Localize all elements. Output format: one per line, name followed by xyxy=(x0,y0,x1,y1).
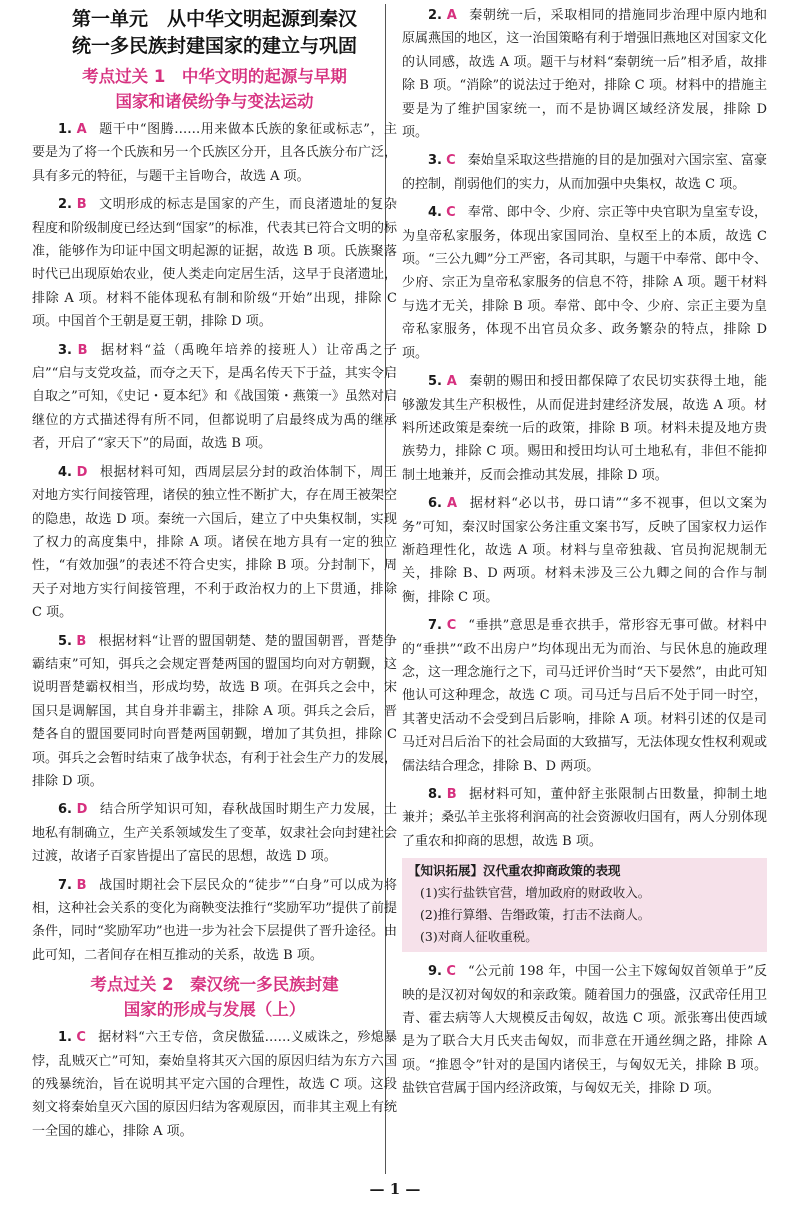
answer-item xyxy=(402,149,767,196)
section-2-answers-right-b xyxy=(402,960,767,1100)
answer-choice: C xyxy=(446,153,456,169)
section-2-title-line-1: 考点过关 2 秦汉统一多民族封建 xyxy=(90,975,339,995)
answer-item xyxy=(32,874,397,968)
answer-item xyxy=(32,798,397,868)
answer-item xyxy=(32,193,397,333)
answer-number: 2. xyxy=(58,197,72,213)
answer-choice: A xyxy=(446,374,457,390)
answer-choice: B xyxy=(76,877,87,893)
answer-number: 1. xyxy=(58,122,72,137)
unit-title xyxy=(32,6,397,60)
answer-choice: A xyxy=(446,496,457,512)
answer-item xyxy=(32,461,397,625)
section-2-answers-left xyxy=(32,1026,397,1143)
answer-item xyxy=(402,492,767,609)
left-column xyxy=(32,4,397,1148)
answer-number: 3. xyxy=(58,342,72,358)
answer-item xyxy=(32,118,397,188)
unit-title-line-2: 统一多民族封建国家的建立与巩固 xyxy=(71,35,357,57)
answer-choice: C xyxy=(446,205,456,221)
answer-number: 5. xyxy=(58,633,72,649)
answer-number: 6. xyxy=(58,802,72,818)
knowledge-extension-line: (2)推行算缗、告缗政策，打击不法商人。 xyxy=(420,907,651,923)
answer-explanation: 秦始皇采取这些措施的目的是加强对六国宗室、富豪的控制，削弱他们的实力，从而加强中央集权，故选 C 项。 xyxy=(402,153,767,192)
section-1-title xyxy=(32,64,397,114)
answer-number: 3. xyxy=(428,153,442,169)
answer-explanation: 结合所学知识可知，春秋战国时期生产力发展，土地私有制确立，生产关系领域发生了变革，奴隶社会向封建社会过渡，故诸子百家皆提出了富民的思想，故选 D 项。 xyxy=(32,802,397,865)
answer-item xyxy=(402,370,767,487)
answer-choice: C xyxy=(446,964,456,980)
answer-explanation: 奉常、郎中令、少府、宗正等中央官职为皇室专设，为皇帝私家服务，体现出家国同治、皇权至上的本质，故选 C 项。“三公九卿”分工严密，各司其职，与题干中奉常、郎中令、少府、宗正为皇帝私家服务的信息不符，排除 A 项。题干材料与选才无关，排除 B 项。奉常、郎中令、少府、宗正主要为皇帝私家服务，体现不出官员众多、政务繁杂的特点，排除 D 项。 xyxy=(402,205,767,361)
answer-item xyxy=(32,1026,397,1143)
answer-explanation: 根据材料可知，西周层层分封的政治体制下，周王对地方实行间接管理，诸侯的独立性不断扩大，存在周王被架空的隐患，故选 D 项。秦统一六国后，建立了中央集权制，实现了权力的高度集中，排除 A 项。诸侯在地方具有一定的独立性，“有效加强”的表述不符合史实，排除 B 项。分封制下，周天子对地方实行间接管理，不利于政治权力的上下贯通，排除 C 项。 xyxy=(32,464,397,621)
knowledge-extension-line: (3)对商人征收重税。 xyxy=(420,929,538,945)
knowledge-extension-title: 【知识拓展】汉代重农抑商政策的表现 xyxy=(408,863,621,879)
answer-number: 2. xyxy=(428,8,442,23)
answer-explanation: 秦朝统一后，采取相同的措施同步治理中原内地和原属燕国的地区，这一治国策略有利于增强旧燕地区对国家文化的认同感，故选 A 项。题干与材料“秦朝统一后”相矛盾，故排除 B 项。“消除”的说法过于绝对，排除 C 项。材料中的措施主要是为了维护国家统一，而不是协调区域经济发展，排除 D 项。 xyxy=(402,8,767,141)
answer-item xyxy=(32,339,397,456)
answer-number: 5. xyxy=(428,374,442,390)
answer-item xyxy=(402,4,767,144)
answer-item xyxy=(32,630,397,794)
answer-explanation: 据材料“必以书，毋口请”“多不视事，但以文案为务”可知，秦汉时国家公务注重文案书写，反映了国家权力运作渐趋理性化，故选 A 项。材料与皇帝独裁、官员拘泥规制无关，排除 B、D 两项。材料未涉及三公九卿之间的合作与制衡，排除 C 项。 xyxy=(402,496,767,605)
answer-choice: B xyxy=(76,633,87,649)
answer-choice: C xyxy=(76,1030,86,1046)
answer-choice: D xyxy=(76,802,88,818)
answer-item xyxy=(402,614,767,778)
answer-item xyxy=(402,960,767,1100)
answer-item xyxy=(402,201,767,365)
page-number: — 1 — xyxy=(369,1180,421,1198)
answer-choice: B xyxy=(77,342,88,358)
section-1-title-line-2: 国家和诸侯纷争与变法运动 xyxy=(115,92,314,111)
answer-explanation: 文明形成的标志是国家的产生，而良渚遗址的复杂程度和阶级制度已经达到“国家”的标准，代表其已符合文明的标准，能够作为印证中国文明起源的证据，故选 B 项。氏族聚落时代已出现原始农业，使人类走向定居生活，这早于良渚遗址，排除 A 项。材料不能体现私有制和阶级“开始”出现，排除 C 项。中国首个王朝是夏王朝，排除 D 项。 xyxy=(32,197,397,330)
answer-explanation: “垂拱”意思是垂衣拱手，常形容无事可做。材料中的“垂拱”“政不出房户”均体现出无为而治、与民休息的施政理念，这一理念施行之下，司马迁评价当时“天下晏然”，由此可知他认可这种理念，故选 C 项。司马迁与吕后不处于同一时空，其著史活动不会受到吕后影响，排除 A 项。材料引述的仅是司马迁对吕后治下的社会局面的大致描写，无法体现女性权利观或儒法结合理念，排除 B、D 两项。 xyxy=(402,618,767,774)
answer-item xyxy=(402,783,767,853)
answer-explanation: 战国时期社会下层民众的“徒步”“白身”可以成为将相，这种社会关系的变化为商鞅变法推行“奖励军功”提供了前提条件，同时“奖励军功”也进一步为社会下层提供了晋升途径。由此可知，二者间存在相互推动的关系，故选 B 项。 xyxy=(32,877,397,963)
answer-number: 4. xyxy=(58,464,72,480)
knowledge-extension-box xyxy=(402,858,767,952)
answer-number: 9. xyxy=(428,964,442,980)
answer-choice: B xyxy=(76,197,87,213)
unit-title-line-1: 第一单元 从中华文明起源到秦汉 xyxy=(71,8,357,30)
answer-number: 7. xyxy=(58,877,72,893)
answer-explanation: 根据材料“让晋的盟国朝楚、楚的盟国朝晋，晋楚争霸结束”可知，弭兵之会规定晋楚两国的盟国均向对方朝觐，这说明晋楚霸权相当，形成均势，故选 B 项。在弭兵之会中，宋国只是调解国，其自身并非霸主，排除 A 项。弭兵之会后，晋楚各自的盟国要同时向晋楚两国朝觐，增加了其负担，排除 C 项。弭兵之会暂时结束了战争状态，有利于社会生产力的发展，排除 D 项。 xyxy=(32,633,397,789)
knowledge-extension-line: (1)实行盐铁官营，增加政府的财政收入。 xyxy=(420,885,651,901)
answer-explanation: 题干中“图腾……用来做本氏族的象征或标志”，主要是为了将一个氏族和另一个氏族区分开，且各氏族分布广泛，具有多元的特征，与题干主旨吻合，故选 A 项。 xyxy=(32,122,397,184)
answer-explanation: 据材料“六王专倍，贪戾傲猛……义威诛之，殄熄暴悖，乱贼灭亡”可知，秦始皇将其灭六国的原因归结为东方六国的残暴统治，旨在说明其平定六国的合理性，故选 C 项。这段刻文将秦始皇灭六国的原因归结为客观原因，而非其主观上有统一全国的雄心，排除 A 项。 xyxy=(32,1030,397,1139)
answer-number: 7. xyxy=(428,618,442,634)
answer-number: 6. xyxy=(428,496,442,512)
answer-explanation: 据材料“益（禹晚年培养的接班人）让帝禹之子启”“启与支党攻益，而夺之天下，是禹名传天下于益，其实令启自取之”可知，《史记・夏本纪》和《战国策・燕策一》虽然对启继位的方式描述得有所不同，但都说明了启最终成为禹的继承者，开启了“家天下”的局面，故选 B 项。 xyxy=(32,342,397,452)
section-2-answers-right-a xyxy=(402,4,767,853)
answer-choice: C xyxy=(446,618,457,634)
section-1-answers xyxy=(32,118,397,967)
answer-choice: A xyxy=(446,8,457,23)
answer-choice: A xyxy=(76,122,87,137)
section-1-title-line-1: 考点过关 1 中华文明的起源与早期 xyxy=(82,67,347,86)
answer-explanation: “公元前 198 年，中国一公主下嫁匈奴首领单于”反映的是汉初对匈奴的和亲政策。随着国力的强盛，汉武帝任用卫青、霍去病等人大规模反击匈奴，故选 C 项。派张骞出使西域是为了联合大月氏夹击匈奴，而非意在开通丝绸之路，排除 A 项。“推恩令”针对的是国内诸侯王，与匈奴无关，排除 B 项。盐铁官营属于国内经济政策，与匈奴无关，排除 D 项。 xyxy=(402,964,768,1097)
answer-choice: B xyxy=(446,787,457,802)
answer-explanation: 据材料可知，董仲舒主张限制占田数量，抑制土地兼并；桑弘羊主张将利润高的社会资源收归国有，两人分别体现了重农和抑商的思想，故选 B 项。 xyxy=(402,787,767,849)
right-column xyxy=(402,4,767,1106)
section-2-title xyxy=(32,972,397,1022)
answer-explanation: 秦朝的赐田和授田都保障了农民切实获得土地，能够激发其生产积极性，从而促进封建经济发展，故选 A 项。材料所述政策是秦统一后的政策，排除 B 项。材料未提及地方贵族势力，排除 C 项。赐田和授田均认可土地私有，非但不能抑制土地兼并，反而会推动其发展，排除 D 项。 xyxy=(402,374,767,483)
answer-choice: D xyxy=(76,464,88,480)
section-2-title-line-2: 国家的形成与发展（上） xyxy=(123,1000,306,1020)
answer-number: 1. xyxy=(58,1030,72,1046)
answer-number: 4. xyxy=(428,205,442,221)
answer-number: 8. xyxy=(428,787,442,802)
